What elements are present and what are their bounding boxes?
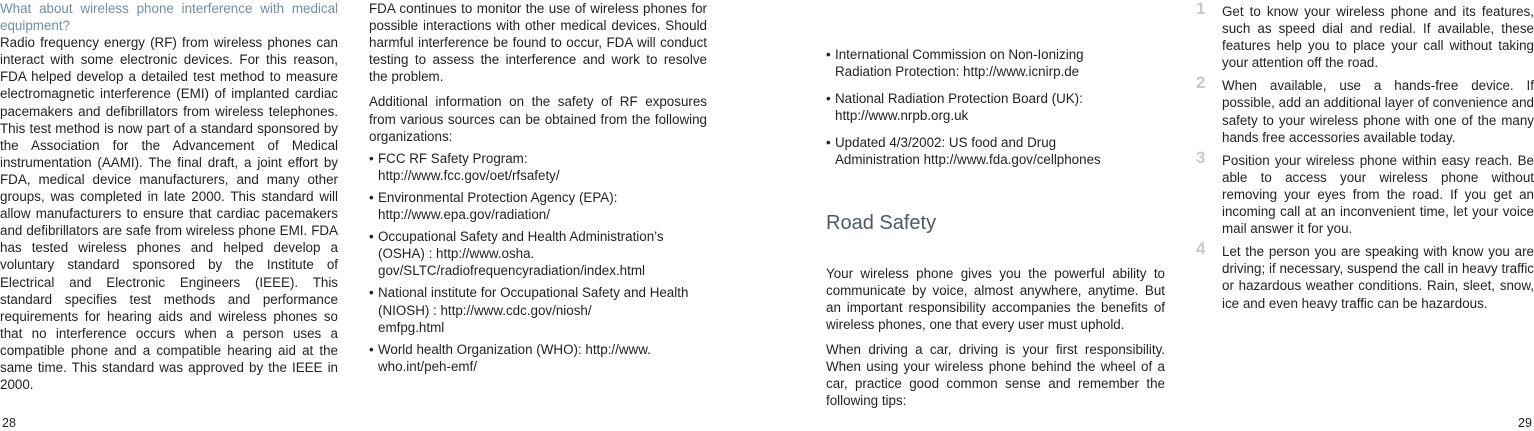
list-item: • National institute for Occupational Safety and Health (NIOSH) : http://www.cdc.gov/niosh/ emfpg.html bbox=[369, 284, 707, 335]
list-item bbox=[1196, 239, 1534, 311]
tip-number: 1 bbox=[1196, 0, 1206, 18]
list-item: • FCC RF Safety Program: http://www.fcc.gov/oet/rfsafety/ bbox=[369, 150, 707, 184]
left-column-1 bbox=[0, 0, 338, 393]
right-column-2 bbox=[1196, 0, 1534, 318]
road-safety-intro-paragraph: Your wireless phone gives you the powerful ability to communicate by voice, almost anywhere, anytime. But an important responsibility accompanies the benefits of wireless phones, one that every user must uphold. bbox=[826, 265, 1165, 332]
page-number-left: 28 bbox=[2, 416, 16, 430]
tip-text: Position your wireless phone within easy reach. Be able to access your wireless phone without removing your eyes from the road. If you get an incoming call at an inconvenient time, let your voice mail answer it for you. bbox=[1222, 152, 1534, 237]
list-item bbox=[1196, 0, 1534, 71]
organization-list bbox=[369, 150, 707, 375]
list-item bbox=[1196, 73, 1534, 145]
driving-tips-list bbox=[1196, 0, 1534, 312]
right-column-1 bbox=[826, 46, 1165, 409]
list-item: • Occupational Safety and Health Administration’s (OSHA) : http://www.osha. gov/SLTC/radiofrequencyradiation/index.html bbox=[369, 228, 707, 279]
tip-text: Get to know your wireless phone and its features, such as speed dial and redial. If available, these features help you to place your call without taking your attention off the road. bbox=[1222, 4, 1534, 71]
tip-number: 2 bbox=[1196, 73, 1206, 93]
organization-list-continued bbox=[826, 46, 1165, 169]
tip-text: When available, use a hands-free device. If possible, add an additional layer of convenience and safety to your wireless phone with one of the many hands free accessories available today. bbox=[1222, 78, 1534, 145]
tip-text: Let the person you are speaking with know you are driving; if necessary, suspend the call in heavy traffic or hazardous weather conditions. Rain, sleet, snow, ice and even heavy traffic can be hazardous. bbox=[1222, 244, 1534, 311]
list-item: • International Commission on Non-Ionizing Radiation Protection: http://www.icnirp.de bbox=[826, 46, 1165, 80]
page-number-right: 29 bbox=[1518, 416, 1532, 430]
list-item: • National Radiation Protection Board (UK): http://www.nrpb.org.uk bbox=[826, 90, 1165, 124]
question-title: What about wireless phone interference with medical equipment? bbox=[0, 1, 338, 34]
tip-number: 3 bbox=[1196, 147, 1206, 167]
section-title: Road Safety bbox=[826, 211, 937, 234]
list-item: • World health Organization (WHO): http://www. who.int/peh-emf/ bbox=[369, 341, 707, 375]
list-item: • Updated 4/3/2002: US food and Drug Administration http://www.fda.gov/cellphones bbox=[826, 134, 1165, 168]
list-item bbox=[1196, 147, 1534, 237]
driving-responsibility-paragraph: When driving a car, driving is your first responsibility. When using your wireless phone behind the wheel of a car, practice good common sense and remember the following tips: bbox=[826, 341, 1165, 409]
list-item: • Environmental Protection Agency (EPA): http://www.epa.gov/radiation/ bbox=[369, 189, 707, 223]
emi-body-paragraph: Radio frequency energy (RF) from wireless phones can interact with some electronic devices. For this reason, FDA helped develop a detailed test method to measure electromagnetic interference (EMI) of implanted cardiac pacemakers and defibrillators from wireless telephones. This test method is now part of a standard sponsored by the Association for the Advancement of Medical instrumentation (AAMI). The final draft, a joint effort by FDA, medical device manufacturers, and many other groups, was completed in late 2000. This standard will allow manufacturers to ensure that cardiac pacemakers and defibrillators are safe from wireless phone EMI. FDA has tested wireless phones and helped develop a voluntary standard sponsored by the Institute of Electrical and Electronic Engineers (IEEE). This standard specifies test methods and performance requirements for hearing aids and wireless phones so that no interference occurs when a person uses a compatible phone and a compatible hearing aid at the same time. This standard was approved by the IEEE in 2000. bbox=[0, 35, 338, 393]
tip-number: 4 bbox=[1196, 239, 1206, 259]
left-column-2 bbox=[369, 0, 707, 380]
additional-info-paragraph: Additional information on the safety of RF exposures from various sources can be obtained from the following organizations: bbox=[369, 94, 707, 144]
fda-monitor-paragraph: FDA continues to monitor the use of wireless phones for possible interactions with other medical devices. Should harmful interference be found to occur, FDA will conduct testing to assess the interference and work to resolve the problem. bbox=[369, 1, 707, 85]
